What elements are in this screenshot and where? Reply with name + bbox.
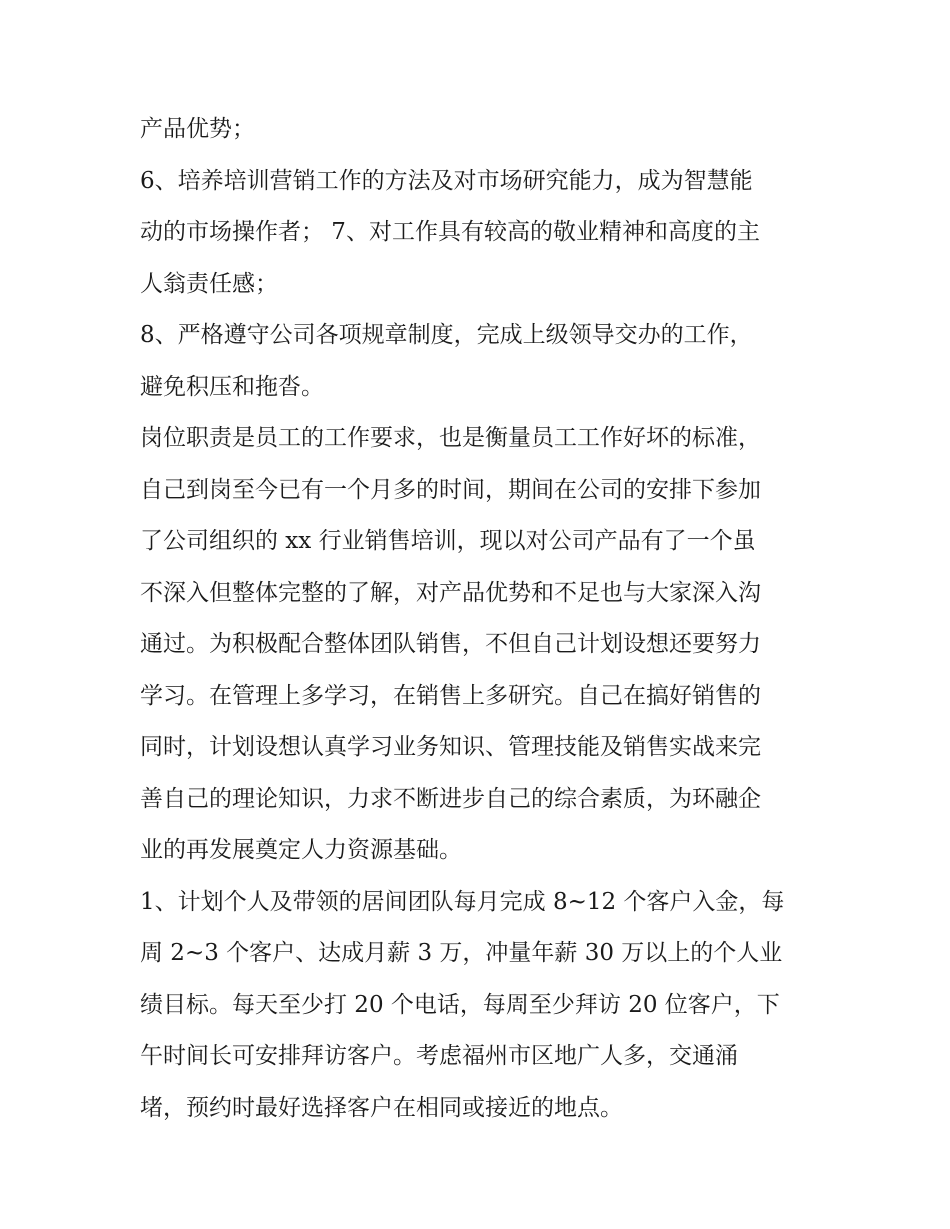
text-line: 8、严格遵守公司各项规章制度，完成上级领导交办的工作，: [140, 322, 753, 348]
text-line: 自己到岗至今已有一个月多的时间，期间在公司的安排下参加: [140, 476, 761, 503]
text-line: 同时，计划设想认真学习业务知识、管理技能及销售实战来完: [140, 734, 761, 760]
text-line: 绩目标。每天至少打 20 个电话，每周至少拜访 20 位客户，下: [140, 991, 780, 1018]
text-line: 周 2~3 个客户、达成月薪 3 万，冲量年薪 30 万以上的个人业: [140, 940, 783, 966]
text-line: 堵，预约时最好选择客户在相同或接近的地点。: [140, 1094, 623, 1121]
text-line: 不深入但整体完整的了解，对产品优势和不足也与大家深入沟: [140, 579, 761, 606]
text-line: 午时间长可安排拜访客户。考虑福州市区地广人多，交通涌: [140, 1043, 738, 1069]
text-line: 6、培养培训营销工作的方法及对市场研究能力，成为智慧能: [140, 167, 753, 194]
text-line: 通过。为积极配合整体团队销售，不但自己计划设想还要努力: [140, 631, 761, 657]
text-line: 学习。在管理上多学习，在销售上多研究。自己在搞好销售的: [140, 682, 761, 709]
text-line: 避免积压和拖沓。: [140, 373, 324, 400]
text-line: 岗位职责是员工的工作要求，也是衡量员工工作好坏的标准，: [140, 425, 761, 451]
text-line: 动的市场操作者； 7、对工作具有较高的敬业精神和高度的主: [140, 219, 760, 245]
text-line: 了公司组织的 xx 行业销售培训，现以对公司产品有了一个虽: [140, 528, 756, 554]
text-line: 产品优势；: [140, 116, 255, 142]
text-line: 1、计划个人及带领的居间团队每月完成 8~12 个客户入金，每: [140, 888, 785, 915]
text-line: 善自己的理论知识，力求不断进步自己的综合素质，为环融企: [140, 785, 761, 812]
text-line: 人翁责任感；: [140, 270, 278, 297]
text-line: 业的再发展奠定人力资源基础。: [140, 837, 462, 863]
document-body: [140, 104, 830, 1134]
